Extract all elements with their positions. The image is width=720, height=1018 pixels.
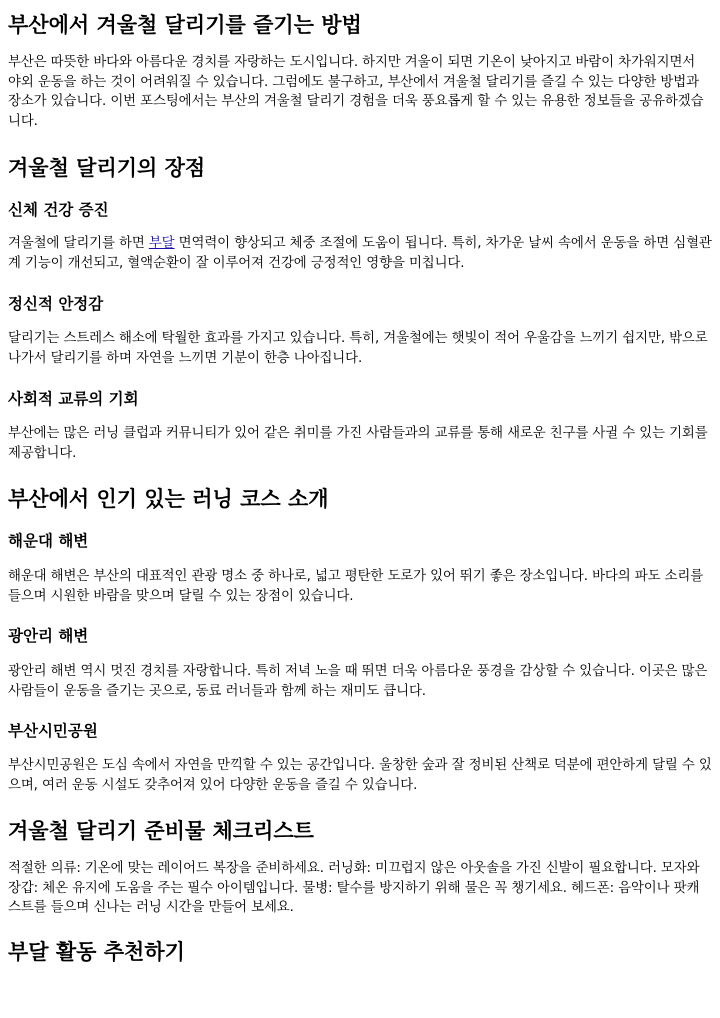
subheading-haeundae: 해운대 해변	[8, 532, 89, 550]
budal-link[interactable]: 부달	[148, 236, 175, 251]
section-heading-recommend: 부달 활동 추천하기	[8, 940, 185, 964]
subheading-social: 사회적 교류의 기회	[8, 390, 139, 408]
subheading-mental: 정신적 안정감	[8, 295, 104, 313]
subheading-health: 신체 건강 증진	[8, 201, 109, 219]
paragraph-gwangalli: 광안리 해변 역시 멋진 경치를 자랑합니다. 특히 저녁 노을 때 뛰면 더욱 아름다운 풍경을 감상할 수 있습니다. 이곳은 많은 사람들이 운동을 즐기는 곳으로, 동료 러너들과 함께 하는 재미도 큽니다.	[8, 664, 708, 699]
subheading-citizens-park: 부산시민공원	[8, 722, 98, 740]
section-heading-benefits: 겨울철 달리기의 장점	[8, 156, 206, 180]
paragraph-health-lead: 겨울철에 달리기를 하면	[8, 236, 149, 251]
paragraph-haeundae: 해운대 해변은 부산의 대표적인 관광 명소 중 하나로, 넓고 평탄한 도로가 있어 뛰기 좋은 장소입니다. 바다의 파도 소리를 들으며 시원한 바람을 맞으며 달릴 수 있는 장점이 있습니다.	[8, 569, 704, 604]
paragraph-health	[8, 234, 712, 273]
page-title: 부산에서 겨울철 달리기를 즐기는 방법	[8, 13, 362, 37]
paragraph-social: 부산에는 많은 러닝 클럽과 커뮤니티가 있어 같은 취미를 가진 사람들과의 교류를 통해 새로운 친구를 사귈 수 있는 기회를 제공합니다.	[8, 426, 708, 461]
paragraph-citizens-park: 부산시민공원은 도심 속에서 자연을 만끽할 수 있는 공간입니다. 울창한 숲과 잘 정비된 산책로 덕분에 편안하게 달릴 수 있으며, 여러 운동 시설도 갖추어져 있어 다양한 운동을 즐길 수 있습니다.	[8, 758, 712, 793]
section-heading-courses: 부산에서 인기 있는 러닝 코스 소개	[8, 487, 329, 511]
subheading-gwangalli: 광안리 해변	[8, 627, 89, 645]
section-heading-checklist: 겨울철 달리기 준비물 체크리스트	[8, 819, 314, 843]
paragraph-mental: 달리기는 스트레스 해소에 탁월한 효과를 가지고 있습니다. 특히, 겨울철에는 햇빛이 적어 우울감을 느끼기 쉽지만, 밖으로 나가서 달리기를 하며 자연을 느끼면 기분이 한층 나아집니다.	[8, 331, 708, 366]
intro-paragraph: 부산은 따뜻한 바다와 아름다운 경치를 자랑하는 도시입니다. 하지만 겨울이 되면 기온이 낮아지고 바람이 차가워지면서 야외 운동을 하는 것이 어려워질 수 있습니다. 그럼에도 불구하고, 부산에서 겨울철 달리기를 즐길 수 있는 다양한 방법과 장소가 있습니다. 이번 포스팅에서는 부산의 겨울철 달리기 경험을 더욱 풍요롭게 할 수 있는 유용한 정보들을 공유하겠습니다.	[8, 55, 704, 129]
paragraph-health-rest: 면역력이 향상되고 체중 조절에 도움이 됩니다. 특히, 차가운 날씨 속에서 운동을 하면 심혈관계 기능이 개선되고, 혈액순환이 잘 이루어져 건강에 긍정적인 영향을 미칩니다.	[8, 236, 712, 271]
paragraph-checklist: 적절한 의류: 기온에 맞는 레이어드 복장을 준비하세요. 러닝화: 미끄럽지 않은 아웃솔을 가진 신발이 필요합니다. 모자와 장갑: 체온 유지에 도움을 주는 필수 아이템입니다. 물병: 탈수를 방지하기 위해 물은 꼭 챙기세요. 헤드폰: 음악이나 팟캐스트를 들으며 신나는 러닝 시간을 만들어 보세요.	[8, 861, 700, 915]
